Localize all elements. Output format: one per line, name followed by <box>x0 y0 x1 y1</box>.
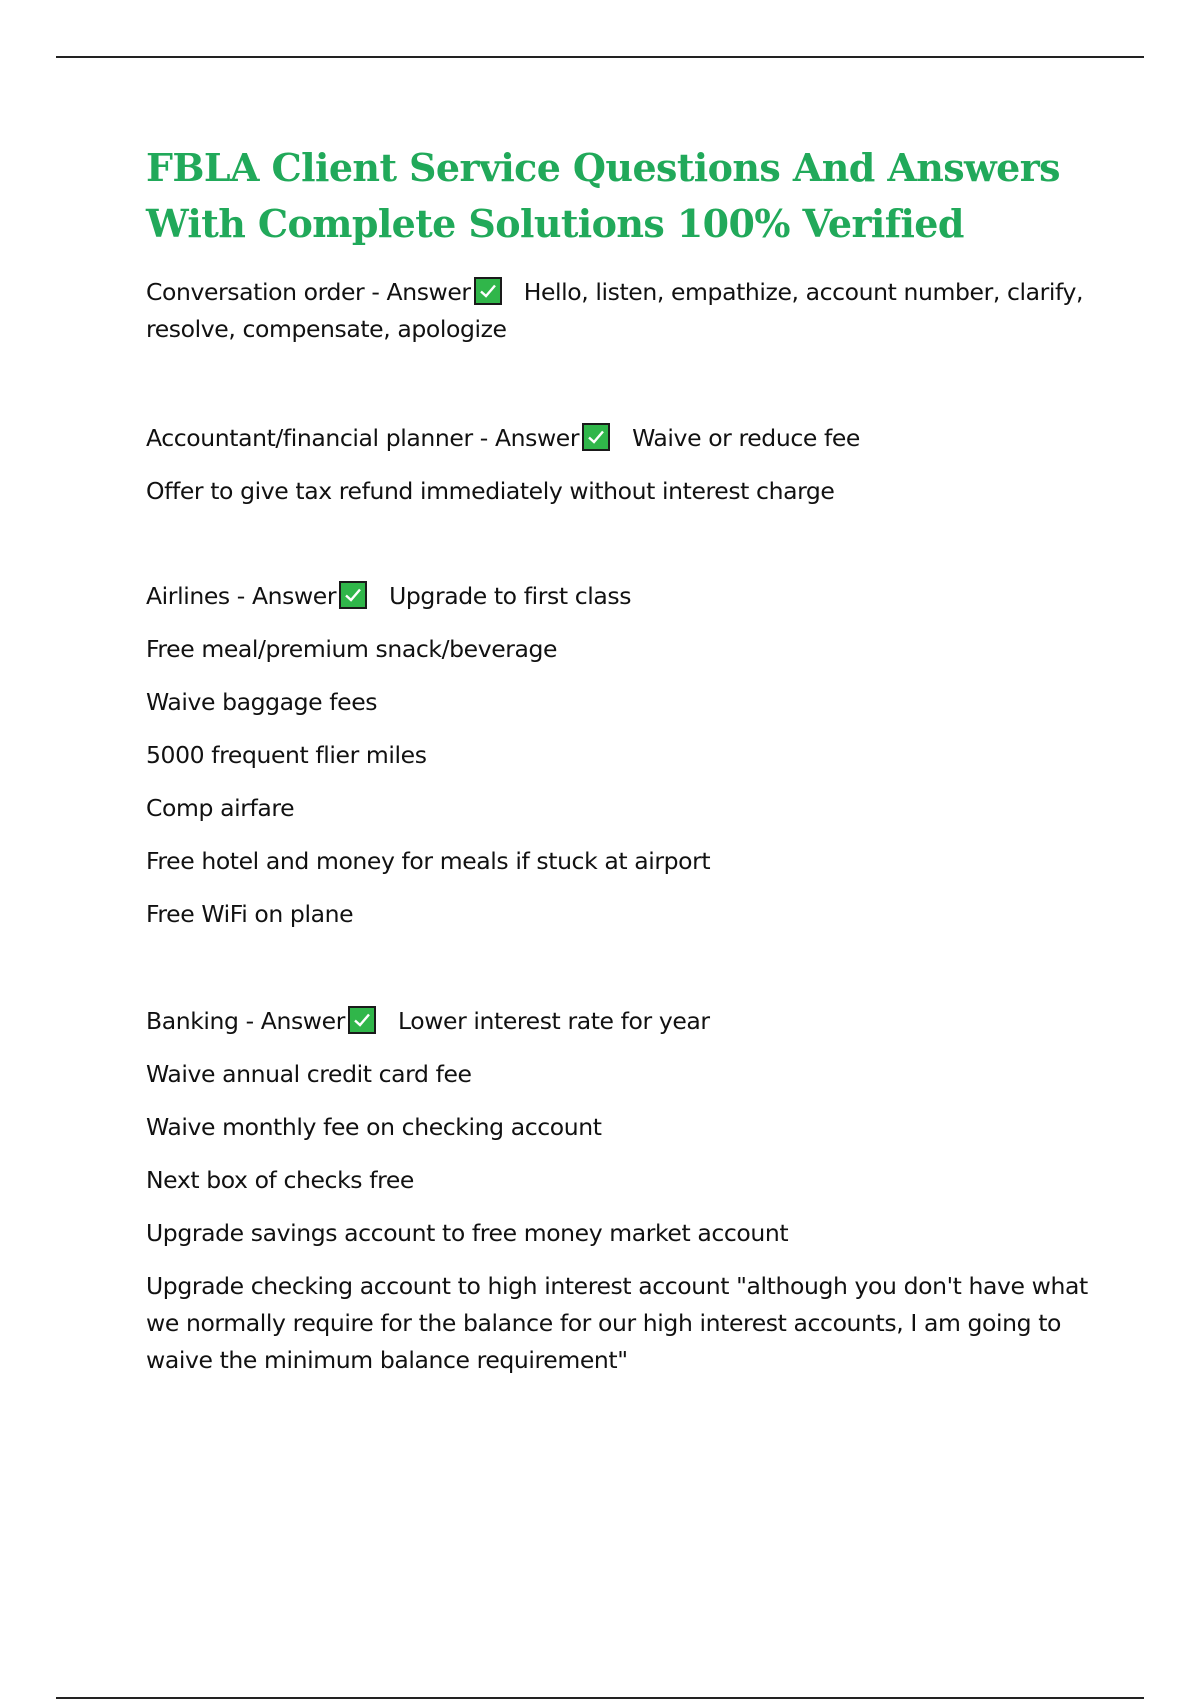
answer-label: Answer <box>386 278 471 306</box>
qa-term: Accountant/financial planner - <box>146 424 495 452</box>
qa-term: Banking - <box>146 1007 261 1035</box>
answer-item: Waive annual credit card fee <box>146 1060 472 1088</box>
answer-item: Offer to give tax refund immediately without interest charge <box>146 477 835 505</box>
answer-item: Free hotel and money for meals if stuck at airport <box>146 847 711 875</box>
checkmark-icon <box>582 423 610 451</box>
qa-section-banking <box>146 1003 1096 1379</box>
qa-section-accountant <box>146 420 1096 510</box>
qa-answer: Waive or reduce fee <box>632 424 860 452</box>
answer-item: Upgrade savings account to free money market account <box>146 1219 789 1247</box>
answer-label: Answer <box>251 582 337 610</box>
checkmark-icon <box>474 277 502 305</box>
qa-answer: Lower interest rate for year <box>397 1007 710 1035</box>
answer-item: Waive baggage fees <box>146 688 378 716</box>
qa-question-line <box>146 274 1096 348</box>
qa-question-line <box>146 1003 1096 1040</box>
answer-item: Free meal/premium snack/beverage <box>146 635 558 663</box>
qa-answer: Hello, listen, empathize, account number, clarify, resolve, compensate, apologize <box>146 278 1084 343</box>
qa-term: Conversation order - <box>146 278 387 306</box>
qa-answer: Upgrade to first class <box>389 582 632 610</box>
answer-item: Comp airfare <box>146 794 295 822</box>
checkmark-icon <box>339 581 367 609</box>
qa-section-airlines <box>146 578 1096 933</box>
checkmark-icon <box>348 1006 376 1034</box>
answer-label: Answer <box>494 424 580 452</box>
document-title: FBLA Client Service Questions And Answers With Complete Solutions 100% Verified <box>146 145 1060 246</box>
qa-section-conversation-order <box>146 274 1096 348</box>
answer-label: Answer <box>260 1007 345 1035</box>
answer-item: Next box of checks free <box>146 1166 414 1194</box>
top-divider <box>56 56 1144 58</box>
qa-question-line <box>146 420 1096 457</box>
answer-item: Upgrade checking account to high interest account "although you don't have what we normally require for the balance for our high interest accounts, I am going to waive the minimum balance requirement" <box>146 1272 1088 1374</box>
qa-term: Airlines - <box>146 582 252 610</box>
answer-item: Free WiFi on plane <box>146 900 354 928</box>
qa-question-line <box>146 578 1096 615</box>
answer-item: 5000 frequent flier miles <box>146 741 427 769</box>
bottom-divider <box>56 1697 1144 1699</box>
answer-item: Waive monthly fee on checking account <box>146 1113 602 1141</box>
document-body <box>146 140 1096 1395</box>
